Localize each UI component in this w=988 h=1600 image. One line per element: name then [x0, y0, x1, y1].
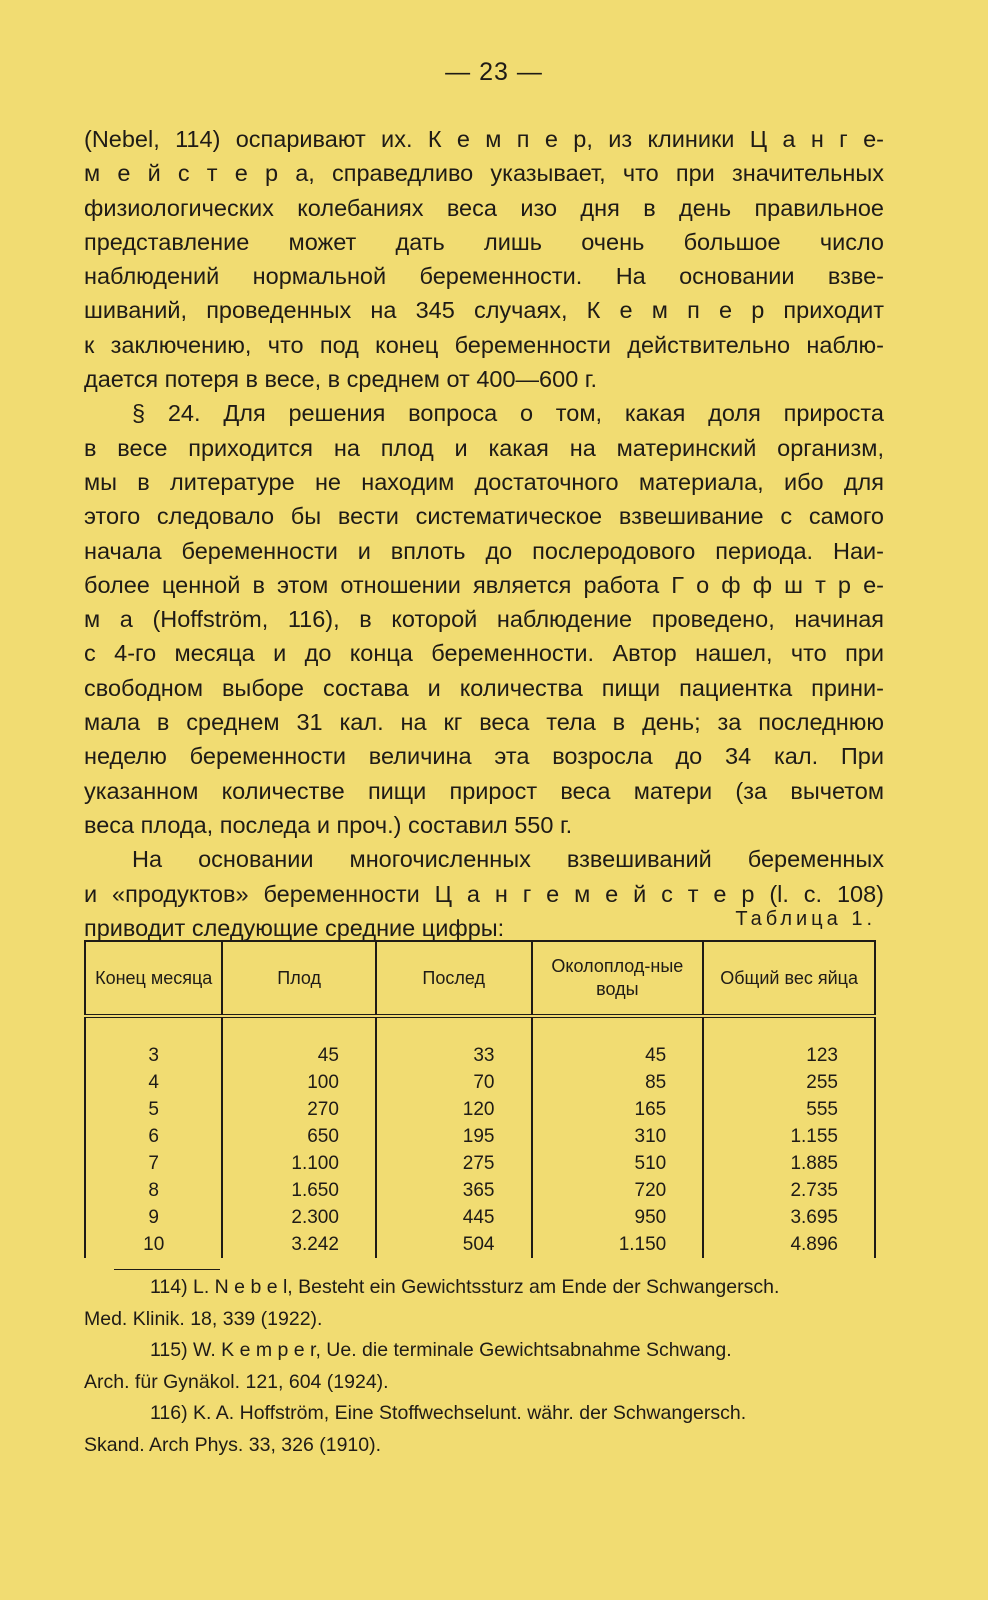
cell-fetus: 1.650: [222, 1177, 376, 1204]
cell-fetus: 3.242: [222, 1231, 376, 1258]
header-fetus: Плод: [222, 941, 376, 1016]
footnote-116-cont: Skand. Arch Phys. 33, 326 (1910).: [84, 1433, 382, 1456]
header-month: Конец месяца: [85, 941, 222, 1016]
text-line: с 4-го месяца и до конца беременности. Автор нашел, что при: [84, 640, 884, 667]
text-line: представление может дать лишь очень большое число: [84, 228, 884, 255]
paragraph-1: [84, 122, 884, 396]
cell-placenta: 275: [376, 1150, 532, 1177]
table-row: [85, 1016, 875, 1069]
footnotes: [84, 1272, 884, 1461]
cell-fluid: 85: [532, 1069, 704, 1096]
table-header-row: [85, 941, 875, 1016]
page-number: — 23 —: [445, 58, 543, 86]
cell-total: 3.695: [703, 1204, 875, 1231]
text-line: мала в среднем 31 кал. на кг веса тела в день; за последнюю: [84, 709, 884, 736]
text-line: § 24. Для решения вопроса о том, какая доля прироста: [132, 400, 884, 427]
text-line: в весе приходится на плод и какая на материнский организм,: [84, 434, 884, 461]
cell-fluid: 720: [532, 1177, 704, 1204]
weights-table: [84, 940, 876, 1258]
cell-fluid: 165: [532, 1096, 704, 1123]
cell-month: 9: [85, 1204, 222, 1231]
cell-fluid: 510: [532, 1150, 704, 1177]
table-row: [85, 1231, 875, 1258]
text-line: этого следовало бы вести систематическое взвешивание с самого: [84, 503, 884, 530]
text-line: более ценной в этом отношении является работа Г о ф ф ш т р е-: [84, 571, 884, 598]
cell-total: 4.896: [703, 1231, 875, 1258]
header-placenta: Послед: [376, 941, 532, 1016]
cell-total: 555: [703, 1096, 875, 1123]
cell-total: 123: [703, 1016, 875, 1069]
cell-placenta: 70: [376, 1069, 532, 1096]
cell-total: 2.735: [703, 1177, 875, 1204]
cell-fetus: 1.100: [222, 1150, 376, 1177]
header-fluid: Околоплод-ные воды: [532, 941, 704, 1016]
text-line: наблюдений нормальной беременности. На основании взве-: [84, 263, 884, 290]
footnote-115: 115) W. K e m p e r, Ue. die terminale Gewichtsabnahme Schwang.: [150, 1339, 732, 1361]
cell-total: 255: [703, 1069, 875, 1096]
footnote-114-cont: Med. Klinik. 18, 339 (1922).: [84, 1307, 323, 1330]
text-line: На основании многочисленных взвешиваний беременных: [132, 846, 884, 873]
cell-month: 8: [85, 1177, 222, 1204]
cell-fetus: 650: [222, 1123, 376, 1150]
cell-total: 1.885: [703, 1150, 875, 1177]
cell-fluid: 310: [532, 1123, 704, 1150]
text-line: указанном количестве пищи прирост веса матери (за вычетом: [84, 777, 884, 804]
body-text: [84, 122, 884, 945]
cell-month: 10: [85, 1231, 222, 1258]
table-row: [85, 1204, 875, 1231]
footnote-116: 116) K. A. Hoffström, Eine Stoffwechselunt. währ. der Schwangersch.: [150, 1402, 747, 1424]
cell-placenta: 120: [376, 1096, 532, 1123]
cell-month: 3: [85, 1016, 222, 1069]
cell-month: 5: [85, 1096, 222, 1123]
header-total: Общий вес яйца: [703, 941, 875, 1016]
text-line: мы в литературе не находим достаточного материала, ибо для: [84, 468, 884, 495]
cell-placenta: 445: [376, 1204, 532, 1231]
text-line: шиваний, проведенных на 345 случаях, К е м п е р приходит: [84, 297, 884, 324]
text-line: дается потеря в весе, в среднем от 400—600 г.: [84, 366, 598, 393]
cell-fetus: 2.300: [222, 1204, 376, 1231]
text-line: (Nebel, 114) оспаривают их. К е м п е р, из клиники Ц а н г е-: [84, 126, 884, 152]
cell-placenta: 504: [376, 1231, 532, 1258]
text-line: свободном выборе состава и количества пищи пациентка прини-: [84, 674, 884, 701]
cell-fluid: 1.150: [532, 1231, 704, 1258]
table-row: [85, 1096, 875, 1123]
cell-fetus: 270: [222, 1096, 376, 1123]
text-line: веса плода, последа и проч.) составил 550 г.: [84, 811, 573, 838]
cell-placenta: 365: [376, 1177, 532, 1204]
cell-placenta: 33: [376, 1016, 532, 1069]
text-line: физиологических колебаниях веса изо дня в день правильное: [84, 194, 884, 221]
table-row: [85, 1177, 875, 1204]
cell-fluid: 950: [532, 1204, 704, 1231]
footnote-rule: [114, 1269, 220, 1270]
text-line: м е й с т е р а, справедливо указывает, что при значительных: [84, 160, 884, 187]
table-row: [85, 1150, 875, 1177]
cell-total: 1.155: [703, 1123, 875, 1150]
text-line: неделю беременности величина эта возросла до 34 кал. При: [84, 743, 884, 770]
text-line: приводит следующие средние цифры:: [84, 914, 505, 941]
cell-fetus: 100: [222, 1069, 376, 1096]
table-row: [85, 1123, 875, 1150]
cell-month: 7: [85, 1150, 222, 1177]
text-line: и «продуктов» беременности Ц а н г е м е й с т е р (l. с. 108): [84, 880, 884, 907]
footnote-115-cont: Arch. für Gynäkol. 121, 604 (1924).: [84, 1370, 389, 1393]
paragraph-2: [84, 396, 884, 842]
cell-month: 6: [85, 1123, 222, 1150]
text-line: к заключению, что под конец беременности действительно наблю-: [84, 331, 884, 358]
cell-month: 4: [85, 1069, 222, 1096]
text-line: начала беременности и вплоть до послеродового периода. Наи-: [84, 537, 884, 564]
footnote-114: 114) L. N e b e l, Besteht ein Gewichtssturz am Ende der Schwangersch.: [150, 1276, 780, 1298]
text-line: м а (Hoffström, 116), в которой наблюдение проведено, начиная: [84, 606, 884, 633]
cell-fluid: 45: [532, 1016, 704, 1069]
table-caption: Таблица 1.: [735, 908, 876, 930]
cell-fetus: 45: [222, 1016, 376, 1069]
table-row: [85, 1069, 875, 1096]
cell-placenta: 195: [376, 1123, 532, 1150]
